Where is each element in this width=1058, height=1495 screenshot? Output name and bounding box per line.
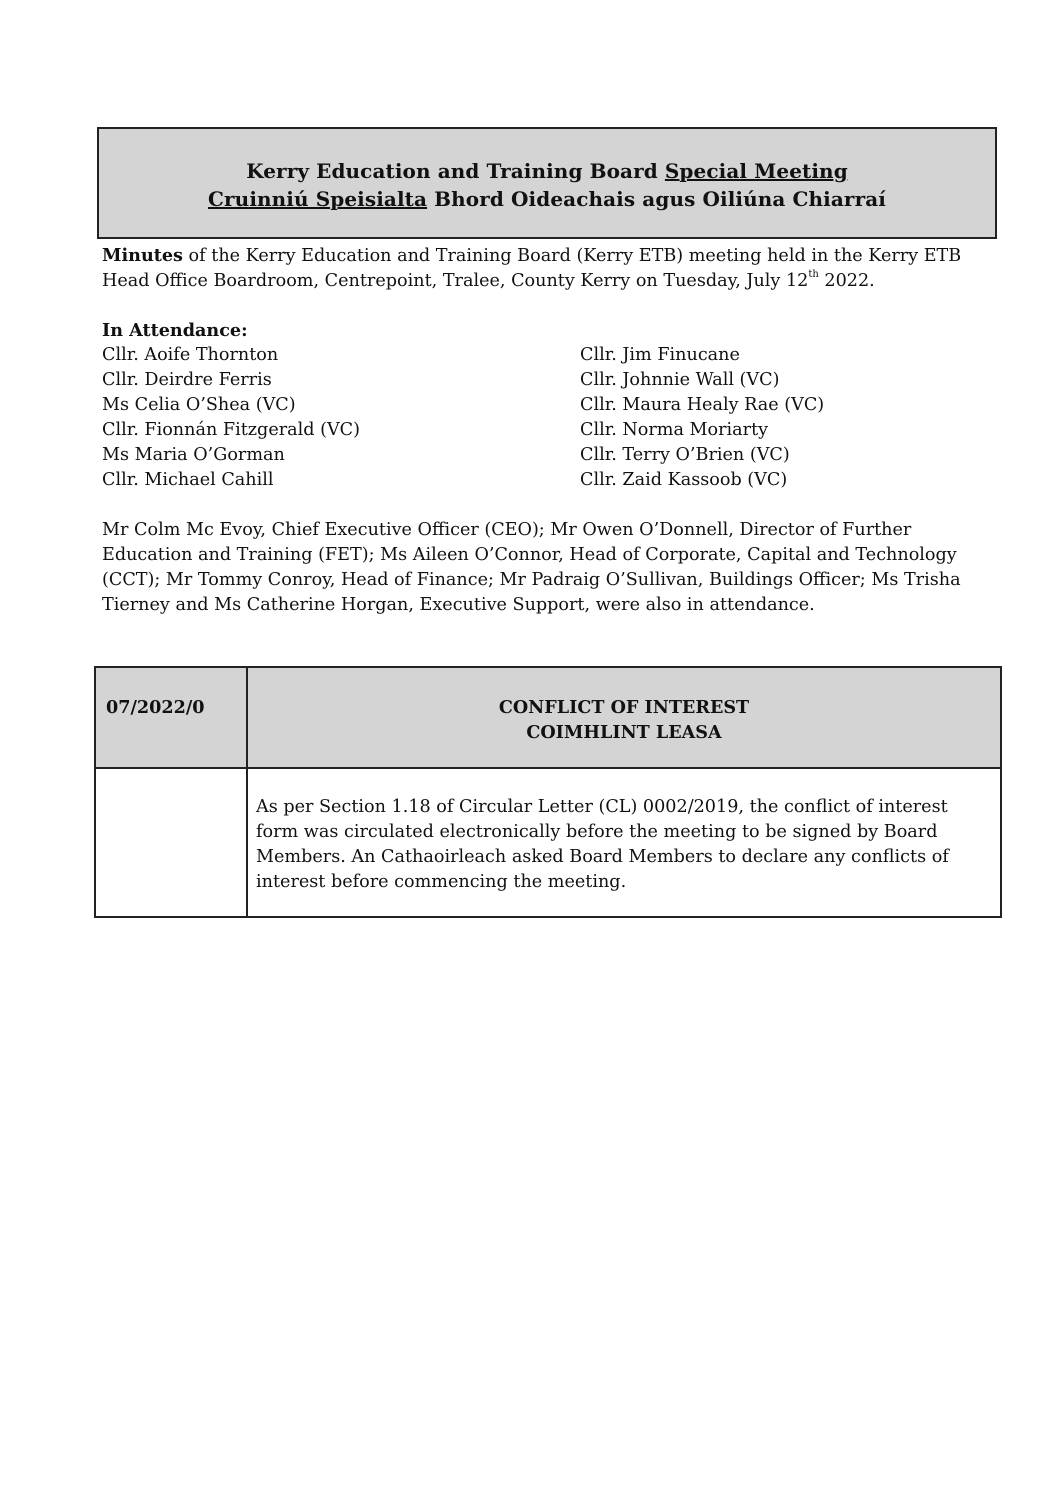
agenda-item-title-irish: COIMHLINT LEASA xyxy=(526,722,722,743)
attendee: Cllr. Johnnie Wall (VC) xyxy=(580,370,780,390)
attendee: Cllr. Terry O’Brien (VC) xyxy=(580,445,790,465)
attendance-heading: In Attendance: xyxy=(102,320,248,341)
attendee: Cllr. Aoife Thornton xyxy=(102,345,279,365)
minutes-label: Minutes xyxy=(102,245,183,266)
intro-text: of the Kerry Education and Training Board (Kerry ETB) meeting held in the Kerry ETB Head Office Boardroom, Centrepoint, Tralee, County Kerry on Tuesday, July 12 xyxy=(102,246,962,291)
title-english-text: Kerry Education and Training Board xyxy=(246,159,665,183)
attendee: Ms Celia O’Shea (VC) xyxy=(102,395,296,415)
title-special-meeting: Special Meeting xyxy=(664,159,848,183)
attendee: Ms Maria O’Gorman xyxy=(102,445,285,465)
date-superscript: th xyxy=(808,269,819,280)
attendance-right-column xyxy=(580,343,824,493)
title-irish-text: Bhord Oideachais agus Oiliúna Chiarraí xyxy=(427,187,886,211)
title-line-english xyxy=(99,157,995,185)
title-line-irish xyxy=(99,185,995,213)
attendance-left-column xyxy=(102,343,360,493)
agenda-item-table xyxy=(94,666,1002,918)
attendee: Cllr. Jim Finucane xyxy=(580,345,740,365)
agenda-item-body: As per Section 1.18 of Circular Letter (CL) 0002/2019, the conflict of interest form was circulated electronically before the meeting to be signed by Board Members. An Cathaoirleach asked Board Members to declare any conflicts of interest before commencing the meeting. xyxy=(256,797,949,892)
attendee: Cllr. Fionnán Fitzgerald (VC) xyxy=(102,420,361,440)
attendee: Cllr. Zaid Kassoob (VC) xyxy=(580,470,788,490)
attendee: Cllr. Michael Cahill xyxy=(102,470,274,490)
attendee: Cllr. Maura Healy Rae (VC) xyxy=(580,395,825,415)
title-cruinniu-speisialta: Cruinniú Speisialta xyxy=(208,187,428,211)
agenda-item-header-row xyxy=(96,668,1000,769)
table-column-divider xyxy=(246,668,248,916)
agenda-item-title-english: CONFLICT OF INTEREST xyxy=(498,697,750,718)
also-in-attendance: Mr Colm Mc Evoy, Chief Executive Officer (CEO); Mr Owen O’Donnell, Director of Further Education and Training (FET); Ms Aileen O’Connor, Head of Corporate, Capital and Technology (CCT); Mr Tommy Conroy, Head of Finance; Mr Padraig O’Sullivan, Buildings Officer; Ms Trisha Tierney and Ms Catherine Horgan, Executive Support, were also in attendance. xyxy=(102,520,961,615)
agenda-item-number: 07/2022/0 xyxy=(106,697,205,718)
minutes-intro xyxy=(102,243,982,294)
attendee: Cllr. Deirdre Ferris xyxy=(102,370,272,390)
attendee: Cllr. Norma Moriarty xyxy=(580,420,769,440)
agenda-item-title xyxy=(248,695,1000,745)
document-title-box xyxy=(97,127,997,239)
intro-year: 2022. xyxy=(818,271,875,291)
